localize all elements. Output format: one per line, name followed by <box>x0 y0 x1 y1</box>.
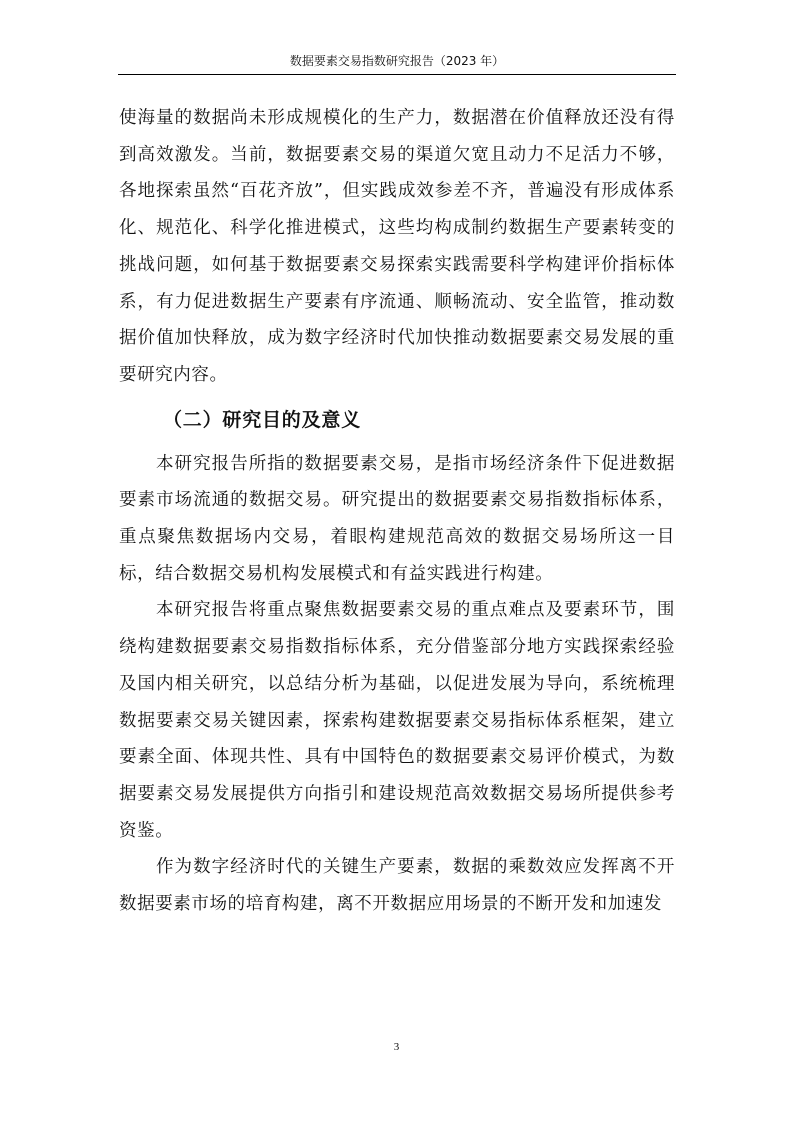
body-paragraph-definition: 本研究报告所指的数据要素交易，是指市场经济条件下促进数据要素市场流通的数据交易。研究提出的数据要素交易指数指标体系，重点聚焦数据场内交易，着眼构建规范高效的数据交易场所这一目标，结合数据交易机构发展模式和有益实践进行构建。 <box>119 453 675 584</box>
running-header <box>118 52 676 75</box>
body-paragraph-significance: 作为数字经济时代的关键生产要素，数据的乘数效应发挥离不开数据要素市场的培育构建，离不开数据应用场景的不断开发和加速发 <box>119 857 675 915</box>
body-paragraph-continued: 使海量的数据尚未形成规模化的生产力，数据潜在价值释放还没有得到高效激发。当前，数据要素交易的渠道欠宽且动力不足活力不够，各地探索虽然“百花齐放”，但实践成效参差不齐，普遍没有形成体系化、规范化、科学化推进模式，这些均构成制约数据生产要素转变的挑战问题，如何基于数据要素交易探索实践需要科学构建评价指标体系，有力促进数据生产要素有序流通、顺畅流动、安全监管，推动数据价值加快释放，成为数字经济时代加快推动数据要素交易发展的重要研究内容。 <box>119 108 675 385</box>
section-heading: （二）研究目的及意义 <box>163 408 362 431</box>
page-number: 3 <box>393 1041 400 1053</box>
header-title: 数据要素交易指数研究报告（2023 年） <box>289 54 505 68</box>
document-body <box>119 100 675 923</box>
body-paragraph-focus: 本研究报告将重点聚焦数据要素交易的重点难点及要素环节，围绕构建数据要素交易指数指标体系，充分借鉴部分地方实践探索经验及国内相关研究，以总结分析为基础，以促进发展为导向，系统梳理数据要素交易关键因素，探索构建数据要素交易指标体系框架，建立要素全面、体现共性、具有中国特色的数据要素交易评价模式，为数据要素交易发展提供方向指引和建设规范高效数据交易场所提供参考资鉴。 <box>119 600 675 841</box>
